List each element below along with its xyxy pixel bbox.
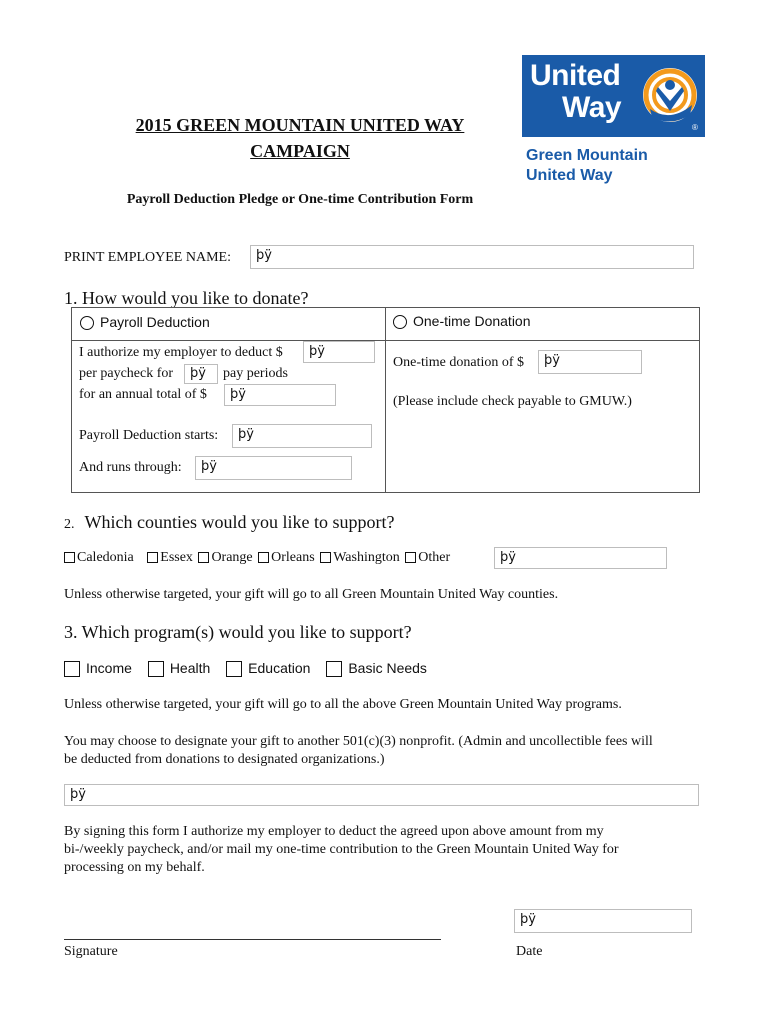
- county-orleans[interactable]: [258, 550, 315, 565]
- county-washington[interactable]: [320, 550, 400, 565]
- program-education-label: Education: [248, 660, 311, 676]
- helping-hand-icon: [640, 61, 700, 131]
- county-caledonia-checkbox[interactable]: [64, 552, 75, 563]
- pay-periods-text: pay periods: [223, 366, 288, 381]
- deduction-amount-field[interactable]: þÿ: [303, 341, 375, 363]
- program-education-checkbox[interactable]: [226, 661, 242, 677]
- county-essex[interactable]: [147, 550, 193, 565]
- registered-mark: ®: [692, 123, 698, 132]
- program-education[interactable]: [226, 660, 310, 676]
- program-health-label: Health: [169, 660, 211, 676]
- county-orange-label: Orange: [211, 550, 253, 565]
- programs-note: Unless otherwise targeted, your gift will go to all the above Green Mountain United Way programs.: [64, 697, 622, 712]
- date-field[interactable]: þÿ: [514, 909, 692, 933]
- county-other-label: Other: [418, 550, 451, 565]
- signing-paragraph: [64, 823, 714, 877]
- county-essex-checkbox[interactable]: [147, 552, 158, 563]
- payroll-deduction-label: Payroll Deduction: [100, 314, 210, 330]
- program-income-label: Income: [86, 660, 132, 676]
- program-income[interactable]: [64, 660, 132, 676]
- program-basic-needs[interactable]: [326, 660, 427, 676]
- signing-line-3: processing on my behalf.: [64, 860, 205, 875]
- designate-line-1: You may choose to designate your gift to another 501(c)(3) nonprofit. (Admin and uncollectible fees will: [64, 734, 653, 749]
- county-caledonia-label: Caledonia: [77, 550, 134, 565]
- form-title: [60, 112, 540, 164]
- program-basic-needs-checkbox[interactable]: [326, 661, 342, 677]
- annual-total-field[interactable]: þÿ: [224, 384, 336, 406]
- donation-method-table: [71, 307, 700, 493]
- designate-line-2: be deducted from donations to designated organizations.): [64, 752, 385, 767]
- county-orange-checkbox[interactable]: [198, 552, 209, 563]
- logo-tagline-line2: United Way: [526, 167, 613, 184]
- united-way-logo: [522, 55, 705, 137]
- employee-name-label: PRINT EMPLOYEE NAME:: [64, 250, 231, 265]
- pay-periods-field[interactable]: þÿ: [184, 364, 218, 384]
- question-2-text: Which counties would you like to support?: [84, 512, 395, 532]
- check-payable-note: (Please include check payable to GMUW.): [393, 394, 632, 409]
- signature-label: Signature: [64, 944, 118, 959]
- one-time-donation-option[interactable]: [393, 313, 531, 329]
- one-time-donation-label: One-time Donation: [413, 313, 531, 329]
- logo-tagline: [526, 146, 648, 186]
- deduction-starts-field[interactable]: þÿ: [232, 424, 372, 448]
- other-county-field[interactable]: þÿ: [494, 547, 667, 569]
- program-health[interactable]: [148, 660, 210, 676]
- table-column-divider: [385, 308, 386, 492]
- runs-through-field[interactable]: þÿ: [195, 456, 352, 480]
- signing-line-2: bi-/weekly paycheck, and/or mail my one-time contribution to the Green Mountain United Way for: [64, 842, 619, 857]
- runs-through-label: And runs through:: [79, 460, 182, 475]
- counties-note: Unless otherwise targeted, your gift will go to all Green Mountain United Way counties.: [64, 587, 559, 602]
- logo-word-united: United: [530, 59, 621, 92]
- one-time-radio[interactable]: [393, 315, 407, 329]
- signature-line[interactable]: [64, 939, 441, 940]
- deduction-starts-label: Payroll Deduction starts:: [79, 428, 219, 443]
- program-basic-needs-label: Basic Needs: [348, 660, 427, 676]
- signing-line-1: By signing this form I authorize my employer to deduct the agreed upon above amount from my: [64, 824, 604, 839]
- county-checkbox-row: [64, 550, 450, 566]
- form-title-line1: 2015 GREEN MOUNTAIN UNITED WAY: [135, 115, 465, 135]
- one-time-amount-field[interactable]: þÿ: [538, 350, 642, 374]
- county-washington-label: Washington: [333, 550, 400, 565]
- form-subtitle: Payroll Deduction Pledge or One-time Contribution Form: [126, 192, 474, 207]
- county-other-checkbox[interactable]: [405, 552, 416, 563]
- authorize-text: I authorize my employer to deduct $: [79, 345, 283, 360]
- designate-nonprofit-field[interactable]: þÿ: [64, 784, 699, 806]
- payroll-deduction-option[interactable]: [80, 314, 210, 330]
- program-checkbox-row: [64, 660, 427, 677]
- employee-name-field[interactable]: þÿ: [250, 245, 694, 269]
- county-orleans-checkbox[interactable]: [258, 552, 269, 563]
- logo-word-way: Way: [562, 91, 622, 124]
- county-washington-checkbox[interactable]: [320, 552, 331, 563]
- annual-total-text: for an annual total of $: [79, 387, 207, 402]
- payroll-radio[interactable]: [80, 316, 94, 330]
- county-other[interactable]: [405, 550, 450, 565]
- county-caledonia[interactable]: [64, 550, 134, 565]
- program-health-checkbox[interactable]: [148, 661, 164, 677]
- county-orleans-label: Orleans: [271, 550, 315, 565]
- question-1-heading: 1. How would you like to donate?: [64, 288, 309, 308]
- program-income-checkbox[interactable]: [64, 661, 80, 677]
- one-time-amount-label: One-time donation of $: [393, 355, 525, 370]
- question-2-heading: [64, 512, 394, 533]
- county-essex-label: Essex: [160, 550, 193, 565]
- designate-paragraph: [64, 733, 714, 769]
- county-orange[interactable]: [198, 550, 252, 565]
- logo-tagline-line1: Green Mountain: [526, 147, 648, 164]
- question-3-heading: 3. Which program(s) would you like to support?: [64, 622, 412, 642]
- date-label: Date: [516, 944, 543, 959]
- form-title-line2: CAMPAIGN: [250, 141, 350, 161]
- question-2-number: 2.: [64, 517, 75, 532]
- per-paycheck-text: per paycheck for: [79, 366, 174, 381]
